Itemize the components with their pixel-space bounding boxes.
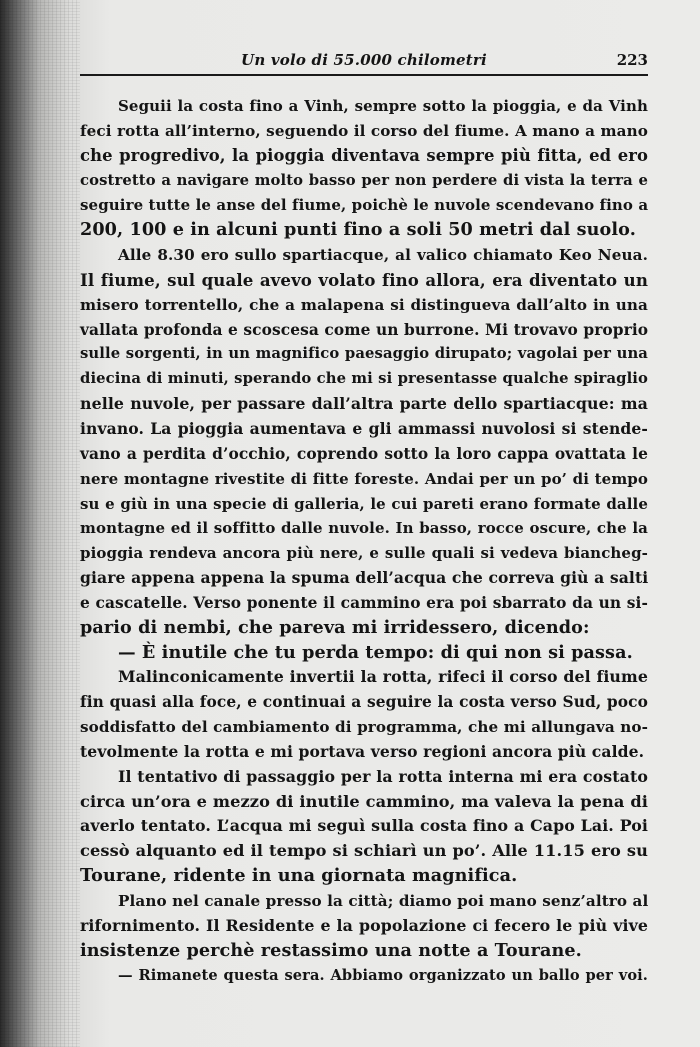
text-line: Alle 8.30 ero sullo spartiacque, al valico chiamato Keo Neua. (118, 246, 648, 265)
text-line: insistenze perchè restassimo una notte a Tourane. (80, 939, 582, 961)
text-line: nere montagne rivestite di fitte foreste. Andai per un po’ di tempo (80, 469, 648, 488)
text-line: feci rotta all’interno, seguendo il corso del fiume. A mano a mano (80, 121, 648, 140)
text-line: Tourane, ridente in una giornata magnifica. (80, 865, 518, 887)
text-line: vallata profonda e scoscesa come un burrone. Mi trovavo proprio (80, 320, 649, 339)
text-line: vano a perdita d’occhio, coprendo sotto la loro cappa ovattata le (80, 444, 648, 463)
text-line: giare appena appena la spuma dell’acqua che correva giù a salti (80, 568, 649, 588)
running-head (80, 50, 648, 76)
text-line: — Rimanete questa sera. Abbiamo organizzato un ballo per voi. (118, 966, 648, 984)
text-line: rifornimento. Il Residente e la popolazione ci fecero le più vive (80, 915, 648, 935)
text-line: su e giù in una specie di galleria, le cui pareti erano formate dalle (80, 494, 648, 513)
page-number: 223 (616, 51, 648, 69)
text-line: Il tentativo di passaggio per la rotta interna mi era costato (118, 766, 648, 786)
text-line: invano. La pioggia aumentava e gli ammassi nuvolosi si stende- (80, 418, 648, 438)
text-line: Malinconicamente invertii la rotta, rifeci il corso del fiume (118, 667, 648, 687)
text-line: diecina di minuti, sperando che mi si presentasse qualche spiraglio (80, 370, 648, 388)
text-line: circa un’ora e mezzo di inutile cammino, ma valeva la pena di (80, 791, 648, 811)
text-line: 200, 100 e in alcuni punti fino a soli 50 metri dal suolo. (80, 219, 636, 241)
text-line: fin quasi alla foce, e continuai a seguire la costa verso Sud, poco (80, 693, 648, 712)
text-line: Plano nel canale presso la città; diamo poi mano senz’altro al (118, 892, 649, 910)
binding-shadow (0, 0, 80, 1047)
text-line: soddisfatto del cambiamento di programma, che mi allungava no- (80, 718, 648, 737)
text-line: sulle sorgenti, in un magnifico paesaggio dirupato; vagolai per una (80, 345, 648, 363)
text-line: montagne ed il soffitto dalle nuvole. In basso, rocce oscure, che la (80, 519, 648, 538)
body-text (80, 94, 648, 988)
text-line: e cascatelle. Verso ponente il cammino era poi sbarrato da un si- (80, 593, 648, 612)
text-line: che progredivo, la pioggia diventava sempre più fitta, ed ero (80, 145, 648, 165)
text-line: Il fiume, sul quale avevo volato fino allora, era diventato un (80, 269, 648, 290)
text-line: nelle nuvole, per passare dall’altra parte dello spartiacque: ma (80, 394, 648, 414)
text-line: averlo tentato. L’acqua mi seguì sulla costa fino a Capo Lai. Poi (80, 816, 648, 836)
text-line: cessò alquanto ed il tempo si schiarì un po’. Alle 11.15 ero su (80, 841, 648, 861)
text-line: — È inutile che tu perda tempo: di qui non si passa. (118, 641, 633, 663)
text-line: tevolmente la rotta e mi portava verso regioni ancora più calde. (80, 741, 645, 761)
text-line: seguire tutte le anse del fiume, poichè le nuvole scendevano fino a (80, 196, 649, 215)
text-line: Seguii la costa fino a Vinh, sempre sotto la pioggia, e da Vinh (118, 97, 648, 115)
text-line: pario di nembi, che pareva mi irridessero, dicendo: (80, 616, 590, 638)
text-line: pioggia rendeva ancora più nere, e sulle quali si vedeva biancheg- (80, 544, 648, 563)
running-title: Un volo di 55.000 chilometri (241, 51, 487, 69)
text-line: costretto a navigare molto basso per non perdere di vista la terra e (80, 171, 648, 189)
text-line: misero torrentello, che a malapena si distingueva dall’alto in una (80, 295, 648, 314)
